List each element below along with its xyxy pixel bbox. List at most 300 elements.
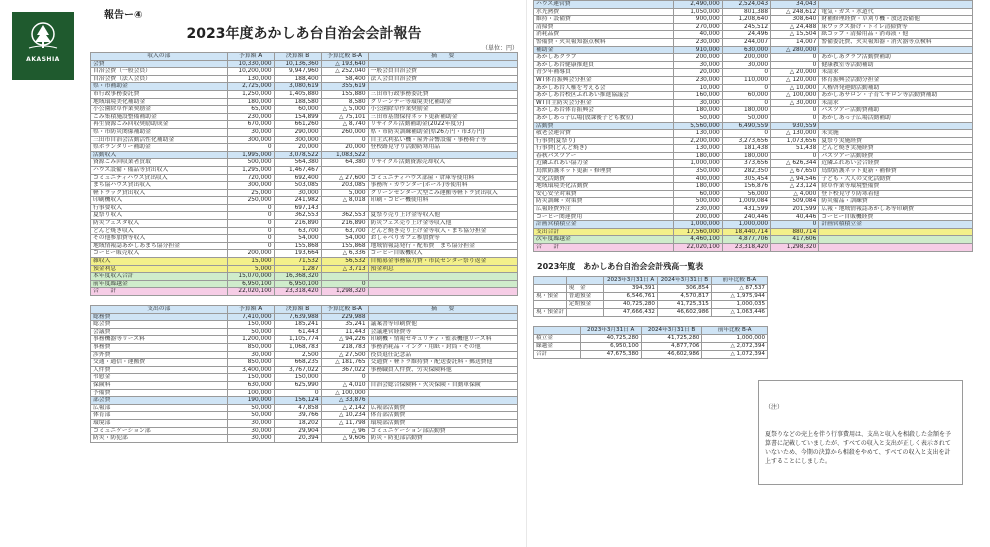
difference-cell: 56,532 — [321, 258, 368, 266]
remarks-cell — [819, 236, 973, 244]
income-row — [91, 90, 518, 98]
note-body: 夏祭りなどの売上を伴う行事費用は、支出と収入を相殺した金額を予算書に記載していましたが、すべての収入と支出が正しく表示されていないため、今期の決算から相殺をやめて、すべての収入と支出を計上することにしました。 — [765, 431, 952, 465]
difference-cell: 1,073,656 — [771, 137, 819, 145]
fund-header-row — [534, 326, 768, 334]
difference-cell: 1,298,320 — [321, 288, 368, 296]
item-name-cell: 雑収入 — [91, 258, 228, 266]
expense-row — [91, 351, 518, 359]
actual-cell: 60,000 — [274, 106, 321, 114]
remarks-cell: 夏祭り実施経費 — [819, 137, 973, 145]
fund-cell: 40,725,280 — [580, 334, 641, 342]
remarks-cell: 法人会員自治会費 — [368, 75, 517, 83]
expense-row — [91, 389, 518, 397]
actual-cell: 50,000 — [722, 114, 770, 122]
actual-cell: 150,000 — [274, 374, 321, 382]
actual-cell: 290,000 — [274, 128, 321, 136]
expense-row — [534, 228, 973, 236]
remarks-cell: 鳥獣防護ネット更新・補修費 — [819, 168, 973, 176]
difference-cell: △ 94,546 — [771, 175, 819, 183]
difference-cell: 203,085 — [321, 182, 368, 190]
fund-cell: 合計 — [534, 350, 581, 358]
remarks-cell — [819, 46, 973, 54]
budget-cell: 130,000 — [674, 130, 722, 138]
expense-header-cell: 摘 要 — [368, 306, 517, 314]
budget-cell: 200,000 — [674, 213, 722, 221]
remarks-cell: 未請求 — [819, 69, 973, 77]
remarks-cell: 印刷機・情報セキュリティ・監表機他リース料 — [368, 336, 517, 344]
actual-cell: 156,124 — [274, 397, 321, 405]
balance-cell: 47,666,432 — [604, 308, 658, 316]
budget-cell: 40,000 — [674, 31, 722, 39]
difference-cell: 40,446 — [771, 213, 819, 221]
remarks-cell — [819, 228, 973, 236]
budget-cell: 250,000 — [227, 197, 274, 205]
item-name-cell: 合 計 — [534, 244, 674, 252]
difference-cell: 54,000 — [321, 235, 368, 243]
expense-row — [534, 236, 973, 244]
difference-cell: 20,000 — [321, 144, 368, 152]
budget-cell: 20,000 — [674, 69, 722, 77]
expense-row — [534, 31, 973, 39]
actual-cell: 200,000 — [722, 54, 770, 62]
difference-cell: △ 94,226 — [321, 336, 368, 344]
balance-cell: 普通預金 — [566, 292, 603, 300]
budget-cell: 150,000 — [227, 374, 274, 382]
income-row — [91, 288, 518, 296]
actual-cell: 30,000 — [274, 189, 321, 197]
item-name-cell: 維持・設備費 — [534, 16, 674, 24]
actual-cell: 362,553 — [274, 212, 321, 220]
actual-cell: 6,490,559 — [722, 122, 770, 130]
budget-cell: 300,000 — [227, 182, 274, 190]
difference-cell: △ 120,000 — [771, 76, 819, 84]
unit-label: （単位：円） — [481, 45, 518, 52]
remarks-cell: コーヒー自販機経費 — [819, 213, 973, 221]
budget-cell: 0 — [227, 227, 274, 235]
income-table — [90, 52, 518, 296]
actual-cell: 697,143 — [274, 204, 321, 212]
actual-cell: 180,000 — [722, 152, 770, 160]
actual-cell: 282,350 — [722, 168, 770, 176]
income-row — [91, 235, 518, 243]
actual-cell: 56,000 — [722, 190, 770, 198]
right-page — [533, 0, 973, 465]
difference-cell: 0 — [321, 374, 368, 382]
remarks-cell: 計画営積積立金 — [819, 221, 973, 229]
budget-cell: 25,000 — [227, 189, 274, 197]
balance-row — [534, 284, 768, 292]
balance-title: 2023年度 あかしあ台自治会会計残高一覧表 — [537, 261, 704, 271]
budget-cell: 10,000 — [674, 84, 722, 92]
expense-row — [534, 76, 973, 84]
balance-table — [533, 276, 768, 317]
expense-row — [91, 427, 518, 435]
budget-cell: 1,995,000 — [227, 151, 274, 159]
income-row — [91, 60, 518, 68]
item-name-cell: 防災訓練・対策費 — [534, 198, 674, 206]
difference-cell: 0 — [771, 221, 819, 229]
remarks-cell: あかしあサロン・子育てサロン等活動費補助 — [819, 92, 973, 100]
balance-cell: 46,602,986 — [658, 308, 712, 316]
remarks-cell: あかしあっ子広場活動補助 — [819, 114, 973, 122]
difference-cell: 58,400 — [321, 75, 368, 83]
budget-cell: 500,000 — [674, 198, 722, 206]
item-name-cell: あかしあ台体育振興会 — [534, 107, 674, 115]
actual-cell: 2,524,043 — [722, 1, 770, 9]
remarks-cell: どんど焼き売り上げ金等収入・まち協分担金 — [368, 227, 517, 235]
actual-cell: 1,068,783 — [274, 343, 321, 351]
item-name-cell: 総会費 — [91, 321, 228, 329]
expense-row — [91, 343, 518, 351]
item-name-cell: 弔慰金 — [91, 374, 228, 382]
budget-cell: 230,000 — [674, 206, 722, 214]
remarks-cell: 紙コップ・清掃用品・消毒液・他 — [819, 31, 973, 39]
difference-cell: △ 10,000 — [771, 84, 819, 92]
remarks-cell: 三田市基盤保持ネット更新補助金 — [368, 113, 517, 121]
item-name-cell: あかしあクラブ — [534, 54, 674, 62]
budget-cell: 10,330,000 — [227, 60, 274, 68]
budget-cell: 30,000 — [227, 435, 274, 443]
income-header-cell: 予算額 A — [227, 53, 274, 61]
budget-cell: 130,000 — [674, 145, 722, 153]
difference-cell: 64,380 — [321, 159, 368, 167]
expense-row — [91, 366, 518, 374]
item-name-cell: 涉外費 — [91, 351, 228, 359]
income-row — [91, 265, 518, 273]
difference-cell: 35,241 — [321, 321, 368, 329]
budget-cell: 30,000 — [674, 99, 722, 107]
item-name-cell: 防災フェスタ収入 — [91, 220, 228, 228]
actual-cell: 564,380 — [274, 159, 321, 167]
difference-cell: △ 248,612 — [771, 8, 819, 16]
budget-cell: 160,000 — [674, 92, 722, 100]
difference-cell: △ 9,606 — [321, 435, 368, 443]
actual-cell: 4,877,706 — [722, 236, 770, 244]
item-name-cell: 補助金 — [534, 46, 674, 54]
remarks-cell: 事務職員人件費、労災保険料他 — [368, 366, 517, 374]
item-name-cell: 警備費・火災報知器点検料 — [534, 38, 674, 46]
fund-row — [534, 350, 768, 358]
actual-cell: 29,904 — [274, 427, 321, 435]
expense-continued-table — [533, 0, 973, 252]
item-name-cell: コミュニティハウス貸出収入 — [91, 174, 228, 182]
remarks-cell: 登下校見守り防寒着他 — [819, 190, 973, 198]
expense-row — [534, 99, 973, 107]
expense-row — [534, 1, 973, 9]
budget-cell: 50,000 — [227, 404, 274, 412]
expense-row — [534, 206, 973, 214]
budget-cell: 65,000 — [227, 106, 274, 114]
expense-row — [91, 419, 518, 427]
difference-cell: △ 252,040 — [321, 68, 368, 76]
actual-cell: 24,496 — [722, 31, 770, 39]
remarks-cell: 議案書等印刷費他 — [368, 321, 517, 329]
budget-cell: 130,000 — [227, 75, 274, 83]
actual-cell: 155,868 — [274, 242, 321, 250]
item-name-cell: 合 計 — [91, 288, 228, 296]
actual-cell: 20,000 — [274, 144, 321, 152]
item-name-cell: 敬老会運営費 — [534, 130, 674, 138]
expense-row — [534, 152, 973, 160]
income-row — [91, 227, 518, 235]
actual-cell: 154,899 — [274, 113, 321, 121]
remarks-cell: 夏祭り売り上げ金等収入他 — [368, 212, 517, 220]
fund-header-cell: 2024年3月31日 B — [641, 326, 702, 334]
expense-row — [534, 175, 973, 183]
budget-cell: 1,295,000 — [227, 166, 274, 174]
item-name-cell: 会議費 — [91, 328, 228, 336]
remarks-cell — [368, 374, 517, 382]
item-name-cell: 総務費 — [91, 313, 228, 321]
budget-cell: 200,000 — [674, 54, 722, 62]
expense-row — [534, 92, 973, 100]
income-row — [91, 75, 518, 83]
item-name-cell: 広報経費外注 — [534, 206, 674, 214]
fund-header-cell: 前年比較 B-A — [702, 326, 768, 334]
remarks-cell: 預金利息 — [368, 265, 517, 273]
difference-cell: 201,599 — [771, 206, 819, 214]
difference-cell: 509,084 — [771, 198, 819, 206]
budget-cell: 350,000 — [674, 168, 722, 176]
balance-header-cell: 前年比較 B-A — [711, 276, 767, 284]
remarks-cell: 広報・地域情報誌あかしあ等印刷費 — [819, 206, 973, 214]
actual-cell: 156,876 — [722, 183, 770, 191]
tree-logo-icon — [23, 20, 63, 54]
expense-header-cell: 支出の部 — [91, 306, 228, 314]
actual-cell: 801,388 — [722, 8, 770, 16]
budget-cell: 720,000 — [227, 174, 274, 182]
item-name-cell: 体育部 — [91, 412, 228, 420]
balance-header-cell: 2023年3月31日 A — [604, 276, 658, 284]
budget-cell: 200,000 — [227, 250, 274, 258]
difference-cell: 218,783 — [321, 343, 368, 351]
difference-cell: △ 2,142 — [321, 404, 368, 412]
difference-cell: 155,868 — [321, 242, 368, 250]
income-row — [91, 121, 518, 129]
difference-cell: 51,438 — [771, 145, 819, 153]
budget-cell: 10,200,000 — [227, 68, 274, 76]
difference-cell: 0 — [321, 136, 368, 144]
budget-cell: 100,000 — [227, 389, 274, 397]
item-name-cell: 県ボランタリー補助金 — [91, 144, 228, 152]
item-name-cell: 消耗品費 — [534, 31, 674, 39]
balance-cell — [566, 308, 603, 316]
actual-cell: 188,400 — [274, 75, 321, 83]
budget-cell: 630,000 — [227, 381, 274, 389]
difference-cell: △ 30,000 — [771, 99, 819, 107]
report-label: 報告ー④ — [104, 10, 143, 21]
page-divider — [526, 0, 527, 547]
actual-cell: 0 — [722, 130, 770, 138]
fund-cell: 積立金 — [534, 334, 581, 342]
actual-cell: 3,078,522 — [274, 151, 321, 159]
item-name-cell: 清掃費 — [534, 23, 674, 31]
expense-header-cell: 決算額 B — [274, 306, 321, 314]
remarks-cell: 未請求 — [819, 99, 973, 107]
remarks-cell: バスツアー活動経費 — [819, 152, 973, 160]
actual-cell: 54,000 — [274, 235, 321, 243]
expense-row — [534, 114, 973, 122]
difference-cell: △ 626,344 — [771, 160, 819, 168]
income-row — [91, 166, 518, 174]
remarks-cell — [819, 1, 973, 9]
actual-cell: 2,500 — [274, 351, 321, 359]
fund-cell: 41,725,280 — [641, 334, 702, 342]
remarks-cell: 警備委託費、火災報知器・消火器等点検料 — [819, 38, 973, 46]
budget-cell: 1,250,000 — [227, 90, 274, 98]
difference-cell: 216,890 — [321, 220, 368, 228]
actual-cell: 0 — [722, 99, 770, 107]
item-name-cell: 前年度繰越金 — [91, 280, 228, 288]
expense-row — [91, 374, 518, 382]
remarks-cell — [368, 60, 517, 68]
item-name-cell: 市行政事務委託費 — [91, 90, 228, 98]
balance-row — [534, 308, 768, 316]
actual-cell: 193,664 — [274, 250, 321, 258]
item-name-cell: コーヒー関連費用 — [534, 213, 674, 221]
actual-cell: 1,405,880 — [274, 90, 321, 98]
expense-row — [534, 122, 973, 130]
remarks-cell — [368, 151, 517, 159]
logo-text: AKASHIA — [26, 56, 60, 63]
difference-cell: 5,000 — [321, 189, 368, 197]
difference-cell: △ 23,124 — [771, 183, 819, 191]
difference-cell — [321, 204, 368, 212]
difference-cell: △ 33,876 — [321, 397, 368, 405]
actual-cell: 3,080,619 — [274, 83, 321, 91]
logo — [12, 12, 74, 80]
balance-cell — [534, 300, 567, 308]
item-name-cell: 県・市防災関係補助金 — [91, 128, 228, 136]
balance-cell: △ 87,537 — [711, 284, 767, 292]
budget-cell: 180,000 — [674, 107, 722, 115]
item-name-cell: あかしあ台校区ふれあい推進協議会 — [534, 92, 674, 100]
remarks-cell: 登校路見守り活動防寒用品 — [368, 144, 517, 152]
item-name-cell: 行事要収入 — [91, 204, 228, 212]
actual-cell: 3,767,022 — [274, 366, 321, 374]
expense-row — [534, 168, 973, 176]
remarks-cell: 子ども・大人の文化活動費 — [819, 175, 973, 183]
income-row — [91, 250, 518, 258]
remarks-cell: 地域情報誌発行・配布費 まち協分担金 — [368, 242, 517, 250]
item-name-cell: 鳥獣防護ネット更新・修理費 — [534, 168, 674, 176]
budget-cell: 30,000 — [227, 351, 274, 359]
item-name-cell: 活動費 — [534, 122, 674, 130]
difference-cell: 1,298,320 — [771, 244, 819, 252]
budget-cell: 150,000 — [227, 321, 274, 329]
actual-cell: 373,656 — [722, 160, 770, 168]
note-box — [758, 380, 963, 485]
actual-cell: 110,000 — [722, 76, 770, 84]
actual-cell: 71,532 — [274, 258, 321, 266]
item-name-cell: 文化活動費 — [534, 175, 674, 183]
remarks-cell: 健康教室等活動補助 — [819, 61, 973, 69]
income-row — [91, 136, 518, 144]
difference-cell: △ 27,600 — [321, 174, 368, 182]
income-row — [91, 212, 518, 220]
difference-cell: △ 100,000 — [321, 389, 368, 397]
difference-cell: △ 11,798 — [321, 419, 368, 427]
item-name-cell: 預金利息 — [91, 265, 228, 273]
remarks-cell — [368, 389, 517, 397]
income-row — [91, 182, 518, 190]
item-name-cell: 近隣ふれあい協力金 — [534, 160, 674, 168]
actual-cell: 431,599 — [722, 206, 770, 214]
actual-cell: 305,454 — [722, 175, 770, 183]
budget-cell: 7,410,000 — [227, 313, 274, 321]
item-name-cell: 自治会費（法人会員） — [91, 75, 228, 83]
budget-cell: 0 — [227, 220, 274, 228]
expense-row — [91, 328, 518, 336]
budget-cell: 50,000 — [674, 114, 722, 122]
remarks-cell: あかしあクラブ活動費補助 — [819, 54, 973, 62]
budget-cell: 0 — [227, 144, 274, 152]
expense-table — [90, 305, 518, 443]
remarks-cell: 防災フェス売り上げ金等収入他 — [368, 220, 517, 228]
remarks-cell: 事務所・カウンター(ホール)等使用料 — [368, 182, 517, 190]
fund-header-cell — [534, 326, 581, 334]
item-name-cell: 地域環境美化活動費 — [534, 183, 674, 191]
item-name-cell: まち協ハウス貸出収入 — [91, 182, 228, 190]
balance-cell: 306,854 — [658, 284, 712, 292]
difference-cell: △ 280,000 — [771, 46, 819, 54]
remarks-cell — [368, 397, 517, 405]
budget-cell: 50,000 — [227, 328, 274, 336]
remarks-cell: 体育振興会活動分担金 — [819, 76, 973, 84]
budget-cell: 1,000,000 — [674, 160, 722, 168]
actual-cell: 245,512 — [722, 23, 770, 31]
actual-cell: 300,000 — [274, 136, 321, 144]
budget-cell: 0 — [227, 242, 274, 250]
budget-cell: 3,400,000 — [227, 366, 274, 374]
remarks-cell: 県・市防災訓練補助金(県26万円・市3万円) — [368, 128, 517, 136]
budget-cell: 17,560,000 — [674, 228, 722, 236]
actual-cell: 668,235 — [274, 359, 321, 367]
expense-row — [534, 38, 973, 46]
income-row — [91, 280, 518, 288]
budget-cell: 400,000 — [674, 175, 722, 183]
balance-row — [534, 300, 768, 308]
expense-row — [534, 183, 973, 191]
difference-cell: 367,022 — [321, 366, 368, 374]
item-name-cell: 水光熱費 — [534, 8, 674, 16]
difference-cell: △ 27,500 — [321, 351, 368, 359]
item-name-cell: その他参加費等収入 — [91, 235, 228, 243]
actual-cell: 30,000 — [722, 61, 770, 69]
expense-header-cell: 予算比較 B-A — [321, 306, 368, 314]
expense-row — [91, 321, 518, 329]
budget-cell: 2,200,000 — [674, 137, 722, 145]
actual-cell: 9,947,960 — [274, 68, 321, 76]
actual-cell: 1,467,467 — [274, 166, 321, 174]
item-name-cell: 活動収入 — [91, 151, 228, 159]
income-row — [91, 204, 518, 212]
remarks-cell: 環境部活動費 — [368, 419, 517, 427]
balance-header-cell: 2024年3月31日 B — [658, 276, 712, 284]
difference-cell: △ 181,765 — [321, 359, 368, 367]
actual-cell: 1,009,084 — [722, 198, 770, 206]
remarks-cell: コミュニケーション部活動費 — [368, 427, 517, 435]
budget-cell: 180,000 — [227, 98, 274, 106]
remarks-cell: 一般会員自治会費 — [368, 68, 517, 76]
budget-cell: 6,950,100 — [227, 280, 274, 288]
difference-cell: △ 8,018 — [321, 197, 368, 205]
budget-cell: 0 — [227, 204, 274, 212]
item-name-cell: 保険料 — [91, 381, 228, 389]
income-row — [91, 83, 518, 91]
budget-cell: 30,000 — [227, 419, 274, 427]
actual-cell: 630,000 — [722, 46, 770, 54]
